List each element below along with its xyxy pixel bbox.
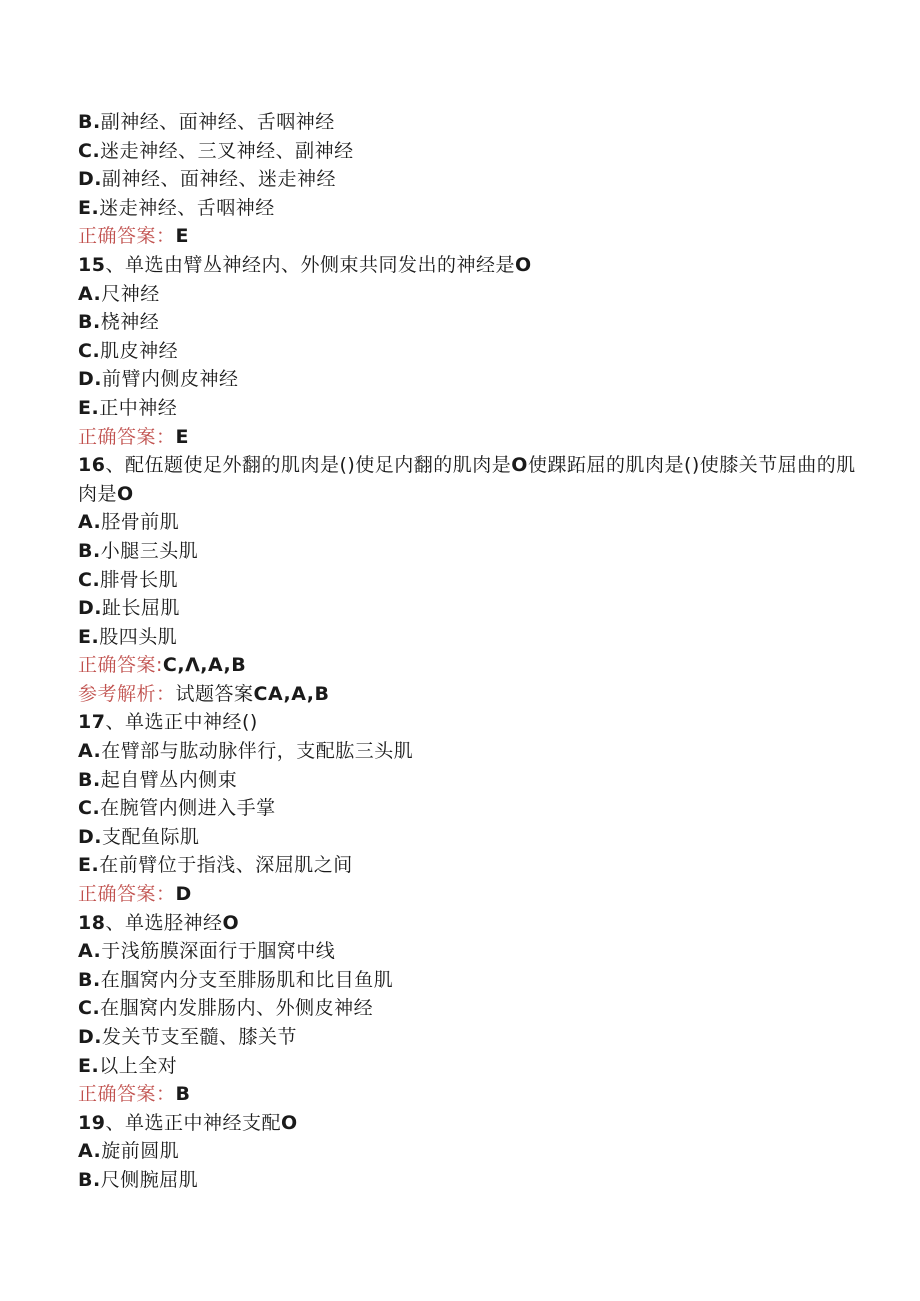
option-e: E.迷走神经、舌咽神经	[78, 196, 275, 219]
question-stem-15: 15、单选由臂丛神经内、外侧束共同发出的神经是O	[78, 253, 532, 276]
document-page	[78, 108, 858, 1195]
option-a: A.旋前圆肌	[78, 1140, 180, 1163]
question-stem-17: 17、单选正中神经()	[78, 711, 258, 734]
correct-answer: 正确答案:C,Λ,A,B	[78, 654, 247, 677]
option-a: A.尺神经	[78, 282, 160, 305]
option-e: E.正中神经	[78, 396, 178, 419]
option-c: C.迷走神经、三叉神经、副神经	[78, 139, 354, 162]
question-stem-18: 18、单选胫神经O	[78, 911, 240, 934]
option-b: B.在腘窝内分支至腓肠肌和比目鱼肌	[78, 968, 394, 991]
correct-answer: 正确答案：D	[78, 883, 192, 906]
option-e: E.以上全对	[78, 1054, 178, 1077]
option-a: A.于浅筋膜深面行于腘窝中线	[78, 940, 336, 963]
option-d: D.发关节支至髓、膝关节	[78, 1026, 298, 1048]
reference-analysis: 参考解析：试题答案CA,A,B	[78, 682, 330, 705]
option-b: B.起自臂丛内侧束	[78, 768, 238, 791]
option-c: C.在腕管内侧进入手掌	[78, 797, 276, 820]
option-d: D.趾长屈肌	[78, 597, 181, 620]
option-d: D.支配鱼际肌	[78, 825, 200, 848]
option-c: C.腓骨长肌	[78, 568, 179, 591]
question-stem-19: 19、单选正中神经支配O	[78, 1111, 298, 1134]
option-d: D.副神经、面神经、迷走神经	[78, 168, 337, 191]
option-b: B.副神经、面神经、舌咽神经	[78, 111, 335, 133]
option-b: B.小腿三头肌	[78, 539, 199, 562]
option-c: C.在腘窝内发腓肠内、外侧皮神经	[78, 997, 374, 1020]
option-a: A.胫骨前肌	[78, 511, 180, 534]
question-stem-16: 16、配伍题使足外翻的肌肉是()使足内翻的肌肉是O使踝跖屈的肌肉是()使膝关节屈曲的肌肉是O	[78, 454, 856, 505]
option-b: B.尺侧腕屈肌	[78, 1168, 199, 1191]
option-e: E.股四头肌	[78, 625, 178, 648]
option-d: D.前臂内侧皮神经	[78, 368, 239, 391]
option-e: E.在前臂位于指浅、深屈肌之间	[78, 854, 353, 877]
option-a: A.在臂部与肱动脉伴行，支配肱三头肌	[78, 740, 414, 763]
correct-answer: 正确答案：E	[78, 425, 189, 448]
correct-answer: 正确答案：B	[78, 1083, 191, 1106]
option-b: B.桡神经	[78, 311, 160, 334]
option-c: C.肌皮神经	[78, 339, 179, 362]
correct-answer: 正确答案：E	[78, 225, 189, 248]
